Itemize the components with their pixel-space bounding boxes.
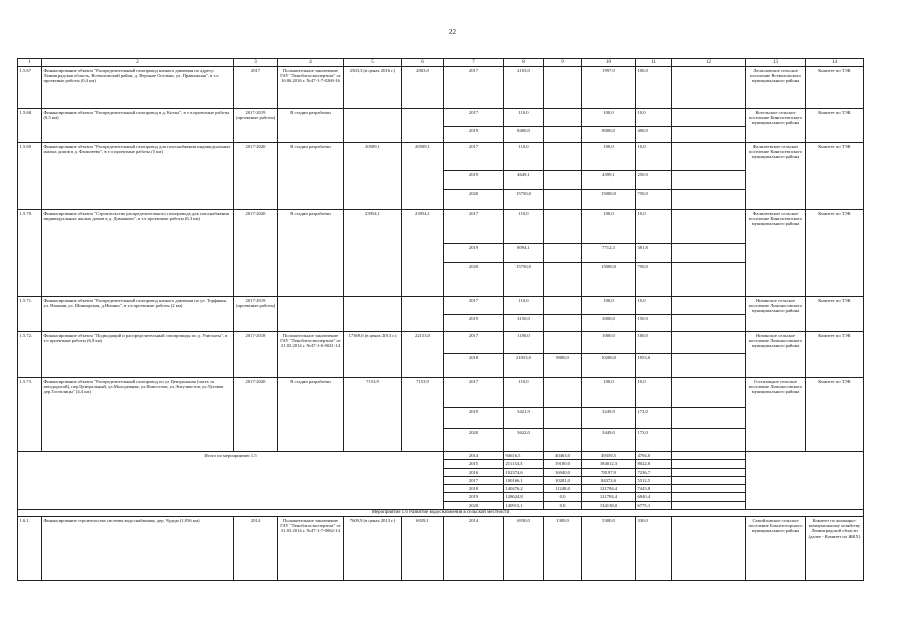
row161-est: 7609,9 (в ценах 2013 г.) — [344, 517, 402, 581]
federal-amount — [544, 171, 582, 190]
regional-amount: 100,0 — [582, 109, 636, 127]
table-row — [18, 332, 864, 354]
local-amount: 5512,5 — [636, 476, 672, 484]
row-number: 1.5.69 — [18, 143, 42, 210]
column-number: 1 — [18, 59, 42, 67]
federal-amount: 10281,0 — [544, 476, 582, 484]
table-row — [18, 143, 864, 171]
table-row — [18, 109, 864, 127]
federal-amount — [544, 429, 582, 452]
column-number: 13 — [746, 59, 806, 67]
federal-amount — [544, 408, 582, 429]
regional-amount: 121784,4 — [582, 485, 636, 493]
year: 2019 — [444, 244, 504, 263]
federal-amount: 16940,0 — [544, 468, 582, 476]
regional-amount: 78197,9 — [582, 468, 636, 476]
other-amount — [672, 109, 746, 127]
section-title: Мероприятие 1.6 Развитие водоснабжения в сельской местности — [18, 510, 864, 517]
regional-amount: 100,0 — [582, 210, 636, 244]
design-status: В стадии разработки — [278, 109, 344, 143]
design-status: В стадии разработки — [278, 378, 344, 452]
other-amount — [672, 493, 746, 501]
totals-row — [18, 452, 864, 460]
other-amount — [672, 244, 746, 263]
federal-amount — [544, 332, 582, 354]
regional-amount: 1000,0 — [582, 332, 636, 354]
table-row — [18, 297, 864, 315]
period: 2017-2020 — [234, 378, 278, 452]
local-amount: 250,0 — [636, 171, 672, 190]
regional-amount: 134138,0 — [582, 501, 636, 509]
remaining-cost — [402, 109, 444, 143]
column-number: 12 — [672, 59, 746, 67]
column-number: 8 — [504, 59, 544, 67]
regional-amount: 1997,0 — [582, 67, 636, 109]
other-amount — [672, 263, 746, 297]
column-number: 11 — [636, 59, 672, 67]
total-amount: 102374,6 — [504, 468, 544, 476]
year: 2017 — [444, 297, 504, 315]
year: 2017 — [444, 67, 504, 109]
object-name: Финансирование объекта "Подводящий и распределительный газопроводы по д. Узигонты", в т.ч проектные работы (6,9 км) — [42, 332, 234, 378]
regional-amount: 7712,3 — [582, 244, 636, 263]
design-status: В стадии разработки — [278, 210, 344, 297]
total-amount: 110,0 — [504, 143, 544, 171]
year: 2019 — [444, 127, 504, 143]
responsible: Комитет по ТЭК — [806, 297, 864, 332]
year: 2017 — [444, 210, 504, 244]
estimate-cost: 17369,6 (в ценах 2013 г.) — [344, 332, 402, 378]
local-amount: 10,0 — [636, 297, 672, 315]
column-number: 9 — [544, 59, 582, 67]
federal-amount — [544, 315, 582, 332]
local-amount: 150,0 — [636, 315, 672, 332]
table-row — [18, 517, 864, 581]
period: 2017 — [234, 67, 278, 109]
row161-num: 1.6.1. — [18, 517, 42, 581]
federal-amount — [544, 297, 582, 315]
row161-year: 2014 — [444, 517, 504, 581]
federal-amount — [544, 244, 582, 263]
regional-amount: 49359,5 — [582, 452, 636, 460]
header-row — [18, 59, 864, 67]
federal-amount — [544, 127, 582, 143]
regional-amount: 10200,0 — [582, 354, 636, 378]
other-amount — [672, 171, 746, 190]
total-amount: 21053,0 — [504, 354, 544, 378]
federal-amount: 9800,0 — [544, 354, 582, 378]
year: 2017 — [444, 332, 504, 354]
regional-amount: 84372,6 — [582, 476, 636, 484]
column-number: 7 — [444, 59, 504, 67]
year: 2014 — [444, 452, 504, 460]
other-amount — [672, 485, 746, 493]
estimate-cost — [344, 109, 402, 143]
other-amount — [672, 476, 746, 484]
column-number: 3 — [234, 59, 278, 67]
total-amount: 3150,0 — [504, 315, 544, 332]
column-number: 5 — [344, 59, 402, 67]
other-amount — [672, 408, 746, 429]
total-amount: 4649,1 — [504, 171, 544, 190]
responsible: Комитет по ТЭК — [806, 143, 864, 210]
local-amount: 7443,8 — [636, 485, 672, 493]
estimate-cost: 2503,3 (в ценах 2016 г.) — [344, 67, 402, 109]
federal-amount — [544, 210, 582, 244]
row161-reg: 5300,0 — [582, 517, 636, 581]
year: 2020 — [444, 501, 504, 509]
total-amount: 110,0 — [504, 109, 544, 127]
row161-period: 2014 — [234, 517, 278, 581]
column-number: 6 — [402, 59, 444, 67]
federal-amount: 0,0 — [544, 501, 582, 509]
regional-amount: 184012,3 — [582, 460, 636, 468]
regional-amount: 4399,1 — [582, 171, 636, 190]
other-amount — [672, 315, 746, 332]
total-amount: 128624,8 — [504, 493, 544, 501]
other-amount — [672, 190, 746, 210]
total-amount: 2103,0 — [504, 67, 544, 109]
federal-amount: 40463,0 — [544, 452, 582, 460]
totals-label: Итого по мероприятию 1.5 — [18, 452, 444, 510]
other-amount — [672, 127, 746, 143]
year: 2016 — [444, 468, 504, 476]
table-row — [18, 210, 864, 244]
column-number: 4 — [278, 59, 344, 67]
period: 2017-2020 — [234, 210, 278, 297]
estimate-cost: 7153,9 — [344, 378, 402, 452]
year: 2018 — [444, 485, 504, 493]
total-amount: 8400,0 — [504, 127, 544, 143]
federal-amount — [544, 109, 582, 127]
column-number: 14 — [806, 59, 864, 67]
local-amount: 173,0 — [636, 429, 672, 452]
federal-amount — [544, 67, 582, 109]
local-amount: 172,0 — [636, 408, 672, 429]
total-amount: 100166,1 — [504, 476, 544, 484]
responsible: Комитет по ТЭК — [806, 378, 864, 452]
year: 2019 — [444, 171, 504, 190]
year: 2015 — [444, 460, 504, 468]
design-status: Положительное заключение ГАУ "Леноблгосэкспертиза" от 21.02.2014 г. №47-1-6-0041-14 — [278, 332, 344, 378]
year: 2019 — [444, 493, 504, 501]
year: 2017 — [444, 378, 504, 408]
recipient: Лесколовское сельское поселение Всеволожского муниципального района — [746, 67, 806, 109]
object-name: Финансирование объекта "Распределительный газопровод для газоснабжения индивидуальных жилых домов в д. Фалилеево", в т.ч проектные работы (5 км) — [42, 143, 234, 210]
total-amount: 15750,0 — [504, 190, 544, 210]
local-amount: 106,0 — [636, 67, 672, 109]
recipient: Гостилицкое сельское поселение Ломоносовского муниципального района — [746, 378, 806, 452]
section-row — [18, 510, 864, 517]
other-amount — [672, 354, 746, 378]
design-status: Положительное заключение ГАУ "Леноблгосэкспертиза" от 16.06.2016 г. №47-1-7-0260-16 — [278, 67, 344, 109]
other-amount — [672, 429, 746, 452]
regional-amount: 3249,9 — [582, 408, 636, 429]
total-amount: 140476,2 — [504, 485, 544, 493]
row161-fed: 1300,0 — [544, 517, 582, 581]
total-amount: 140913,1 — [504, 501, 544, 509]
row161-loc: 330,0 — [636, 517, 672, 581]
row-number: 1.5.67 — [18, 67, 42, 109]
row161-remain: 6929,1 — [402, 517, 444, 581]
responsible: Комитет по ТЭК — [806, 67, 864, 109]
year: 2017 — [444, 476, 504, 484]
responsible: Комитет по ТЭК — [806, 332, 864, 378]
local-amount: 10,0 — [636, 378, 672, 408]
local-amount: 10,0 — [636, 210, 672, 244]
row-number: 1.5.70. — [18, 210, 42, 297]
regional-amount: 3000,0 — [582, 315, 636, 332]
other-amount — [672, 501, 746, 509]
remaining-cost: 2003,0 — [402, 67, 444, 109]
local-amount: 8022,0 — [636, 460, 672, 468]
estimate-cost: 20509,1 — [344, 143, 402, 210]
object-name: Финансирование объекта "Распределительный газопровод низкого давления по адресу: Ленинградская область, Всеволожский район, д. Верхние Осельки, ул. Правильная", в т.ч проектные работы (0,4 км) — [42, 67, 234, 109]
local-amount: 10,0 — [636, 143, 672, 171]
local-amount: 7236,7 — [636, 468, 672, 476]
regional-amount: 8000,0 — [582, 127, 636, 143]
table-row — [18, 67, 864, 109]
year: 2020 — [444, 429, 504, 452]
federal-amount: 11248,0 — [544, 485, 582, 493]
total-amount: 3421,9 — [504, 408, 544, 429]
total-amount: 110,0 — [504, 378, 544, 408]
row-number: 1.5.72. — [18, 332, 42, 378]
program-table — [17, 58, 864, 581]
local-amount: 10,0 — [636, 109, 672, 127]
row161-name: Финансирование строительства системы водоснабжения, дер. Чудцы (1,956 км) — [42, 517, 234, 581]
total-amount: 211134,3 — [504, 460, 544, 468]
table-row — [18, 378, 864, 408]
responsible: Комитет по ТЭК — [806, 210, 864, 297]
remaining-cost: 20509,1 — [402, 143, 444, 210]
other-amount — [672, 297, 746, 315]
column-number: 2 — [42, 59, 234, 67]
design-status: В стадии разработки — [278, 143, 344, 210]
remaining-cost — [402, 297, 444, 332]
estimate-cost — [344, 297, 402, 332]
total-amount: 8094,1 — [504, 244, 544, 263]
other-amount — [672, 210, 746, 244]
row-number: 1.5.71. — [18, 297, 42, 332]
row-number: 1.5.68. — [18, 109, 42, 143]
year: 2019 — [444, 315, 504, 332]
object-name: Финансирование объекта "Распределительный газопровод в д. Котлы", в т.ч.проектные работы (8,5 км) — [42, 109, 234, 143]
local-amount: 100,0 — [636, 332, 672, 354]
local-amount: 400,0 — [636, 127, 672, 143]
total-amount: 94616,5 — [504, 452, 544, 460]
federal-amount — [544, 378, 582, 408]
federal-amount: 0,0 — [544, 493, 582, 501]
local-amount: 4794,0 — [636, 452, 672, 460]
regional-amount: 3449,0 — [582, 429, 636, 452]
federal-amount — [544, 143, 582, 171]
period: 2017-2019 (проектные работы) — [234, 297, 278, 332]
recipient: Фалилеевское сельское поселение Кингисеппского муниципального района — [746, 143, 806, 210]
other-amount — [672, 378, 746, 408]
other-amount — [672, 517, 746, 581]
other-amount — [672, 67, 746, 109]
recipient: Котельское сельское поселение Кингисеппского муниципального района — [746, 109, 806, 143]
total-amount: 1100,0 — [504, 332, 544, 354]
regional-amount: 100,0 — [582, 378, 636, 408]
row-number: 1.5.73. — [18, 378, 42, 452]
regional-amount: 100,0 — [582, 143, 636, 171]
federal-amount: 19100,0 — [544, 460, 582, 468]
federal-amount — [544, 190, 582, 210]
other-amount — [672, 452, 746, 460]
year: 2020 — [444, 263, 504, 297]
recipient: Низинское сельское поселение Ломоносовского муниципального района — [746, 297, 806, 332]
period: 2017-2019 (проектные работы) — [234, 109, 278, 143]
responsible: Комитет по ТЭК — [806, 109, 864, 143]
other-amount — [672, 143, 746, 171]
responsible: Комитет по жилищно-коммунальному хозяйству Ленинградской области (далее - Комитет по ЖКХ) — [806, 517, 864, 581]
row161-total: 6930,0 — [504, 517, 544, 581]
row161-status: Положительное заключение ГАУ "Леноблгосэкспертиза" от 31.03.2014 г. №47-1-7-0062-14 — [278, 517, 344, 581]
other-amount — [672, 332, 746, 354]
recipient: Самойловское сельское поселение Бокситогорского муниципального района — [746, 517, 806, 581]
other-amount — [672, 468, 746, 476]
estimate-cost: 23954,1 — [344, 210, 402, 297]
local-amount: 6840,4 — [636, 493, 672, 501]
remaining-cost: 22153,0 — [402, 332, 444, 378]
year: 2020 — [444, 190, 504, 210]
page-number: 22 — [449, 28, 456, 36]
totals-empty — [746, 452, 864, 510]
year: 2017 — [444, 109, 504, 127]
federal-amount — [544, 263, 582, 297]
total-amount: 3622,0 — [504, 429, 544, 452]
local-amount: 381,8 — [636, 244, 672, 263]
other-amount — [672, 460, 746, 468]
year: 2017 — [444, 143, 504, 171]
local-amount: 1053,0 — [636, 354, 672, 378]
total-amount: 15750,0 — [504, 263, 544, 297]
object-name: Финансирование объекта "Распределительный газопровод по ул Центральная (часть за автодорогой), пер.Центральный, ул.Молодежная, ул.Новоселов, ул.Энтузиастов, ул.Луговая дер.Гостилицы" (4,4 км) — [42, 378, 234, 452]
object-name: Финансирование объекта "Распределительный газопровод низкого давления по ул. Торфяная, ул. Нижняя, ул. Шинкарская, д.Низино", в т.ч.проектные работы (2 км) — [42, 297, 234, 332]
year: 2018 — [444, 354, 504, 378]
remaining-cost: 7153,9 — [402, 378, 444, 452]
design-status — [278, 297, 344, 332]
regional-amount: 100,0 — [582, 297, 636, 315]
period: 2017-2020 — [234, 143, 278, 210]
column-number: 10 — [582, 59, 636, 67]
remaining-cost: 23954,1 — [402, 210, 444, 297]
regional-amount: 121784,4 — [582, 493, 636, 501]
local-amount: 750,0 — [636, 190, 672, 210]
local-amount: 6775,1 — [636, 501, 672, 509]
regional-amount: 15000,0 — [582, 190, 636, 210]
total-amount: 110,0 — [504, 297, 544, 315]
period: 2017-2018 — [234, 332, 278, 378]
recipient: Фалилеевское сельское поселение Кингисеппского муниципального района — [746, 210, 806, 297]
recipient: Низинское сельское поселение Ломоносовского муниципального района — [746, 332, 806, 378]
object-name: Финансирование объекта "Строительство распределительного газопровода для газоснабжения индивидуальных жилых домов в д. Домашово", в т.ч проектные работы (6,3 км) — [42, 210, 234, 297]
year: 2019 — [444, 408, 504, 429]
regional-amount: 15000,0 — [582, 263, 636, 297]
total-amount: 110,0 — [504, 210, 544, 244]
local-amount: 750,0 — [636, 263, 672, 297]
